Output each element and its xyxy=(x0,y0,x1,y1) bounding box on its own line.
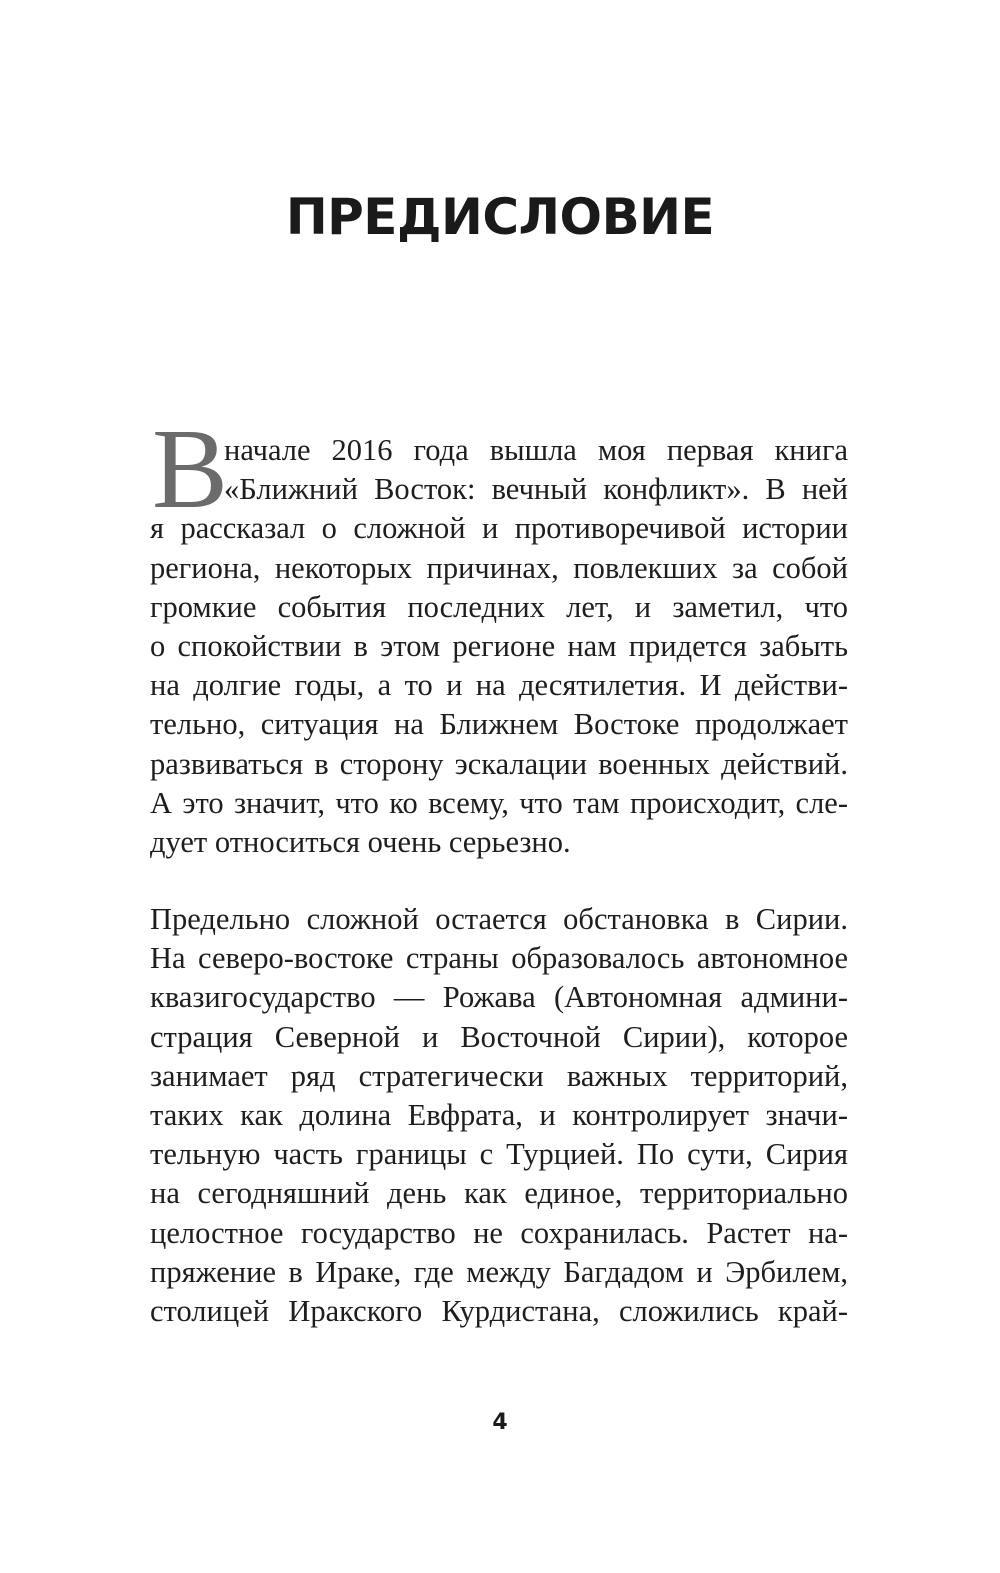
text-line: региона, некоторых причинах, повлекших за собой xyxy=(150,550,848,585)
text-line: дует относиться очень серьезно. xyxy=(150,824,571,859)
text-line: на долгие годы, а то и на десятилетия. И действи- xyxy=(150,668,848,703)
text-line: на сегодняшний день как единое, территориально xyxy=(150,1176,848,1211)
drop-cap: В xyxy=(152,405,229,532)
paragraph-1 xyxy=(150,431,848,862)
text-line: пряжение в Ираке, где между Багдадом и Эрбилем, xyxy=(150,1254,848,1289)
text-line: громкие события последних лет, и заметил, что xyxy=(150,589,848,624)
text-line: квазигосударство — Рожава (Автономная админи- xyxy=(150,980,848,1015)
text-line: тельную часть границы с Турцией. По сути, Сирия xyxy=(150,1137,848,1172)
text-line: я рассказал о сложной и противоречивой истории xyxy=(150,511,848,546)
text-line: занимает ряд стратегически важных территорий, xyxy=(150,1058,848,1093)
text-line: Предельно сложной остается обстановка в Сирии. xyxy=(150,902,848,936)
text-line: целостное государство не сохранилась. Растет на- xyxy=(150,1215,848,1250)
text-line: На северо-востоке страны образовалось автономное xyxy=(150,941,848,976)
text-line: начале 2016 года вышла моя первая книга xyxy=(224,433,848,467)
page-number: 4 xyxy=(492,1410,508,1435)
text-line: таких как долина Евфрата, и контролирует значи- xyxy=(150,1097,848,1132)
text-line: «Ближний Восток: вечный конфликт». В ней xyxy=(224,472,848,507)
text-line: тельно, ситуация на Ближнем Востоке продолжает xyxy=(150,707,848,742)
paragraph-2 xyxy=(150,900,848,1331)
text-line: страция Северной и Восточной Сирии), которое xyxy=(150,1019,848,1054)
text-line: А это значит, что ко всему, что там происходит, сле- xyxy=(150,785,848,820)
text-line: развиваться в сторону эскалации военных действий. xyxy=(150,746,848,781)
chapter-title: ПРЕДИСЛОВИЕ xyxy=(285,188,715,246)
text-line: о спокойствии в этом регионе нам придется забыть xyxy=(150,628,848,663)
text-line: столицей Иракского Курдистана, сложились край- xyxy=(150,1293,848,1328)
